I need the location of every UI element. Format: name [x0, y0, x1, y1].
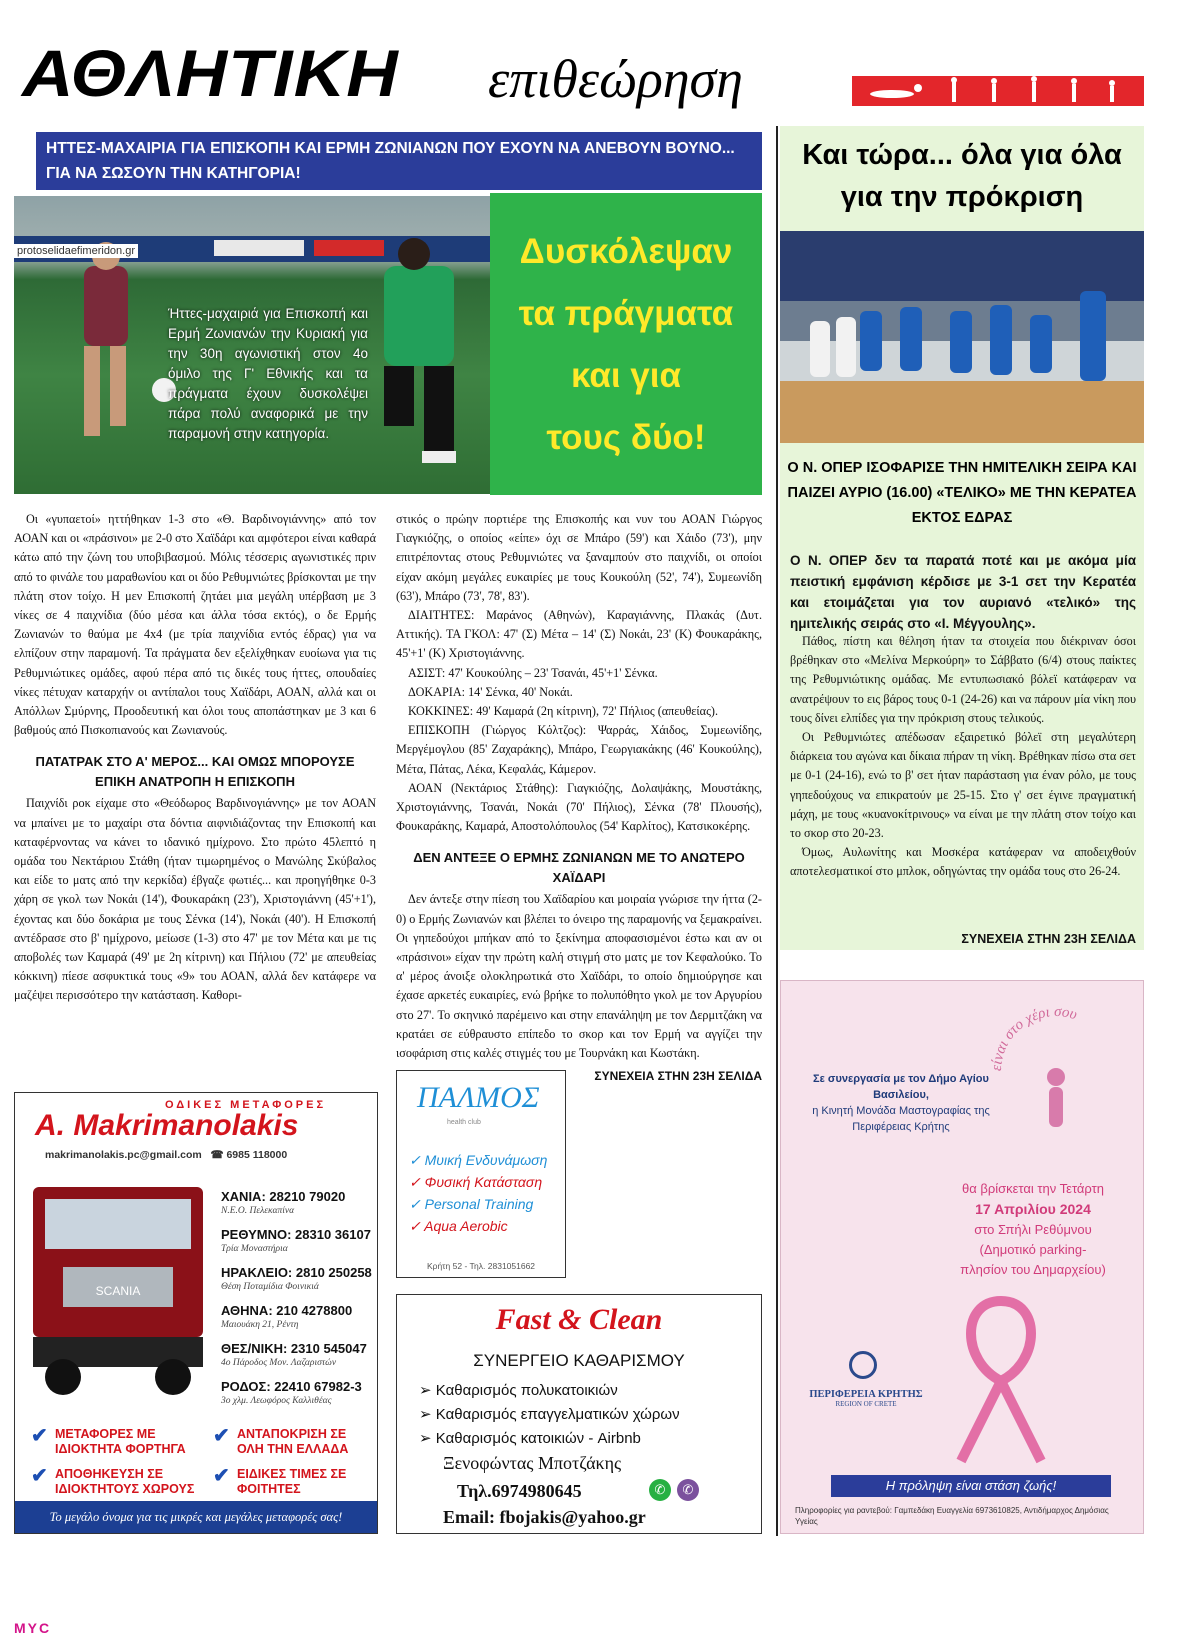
match-referees: ΔΙΑΙΤΗΤΕΣ: Μαράνος (Αθηνών), Καραγιάννης, Πλακάς (Δυτ. Αττικής). ΤΑ ΓΚΟΛ: 47' (Σ) Μέτα – 14' (Σ) Νοκάι, 23' (Κ) Φουκαράκης, 45'+1' (Κ) Χριστογιάννης. [396, 608, 762, 661]
feature-text: ΜΕΤΑΦΟΡΕΣ ΜΕ ΙΔΙΟΚΤΗΤΑ ΦΟΡΤΗΓΑ [55, 1427, 186, 1456]
office-phone: ΑΘΗΝΑ: 210 4278800 [221, 1303, 353, 1318]
lead-story-kicker: ΗΤΤΕΣ-ΜΑΧΑΙΡΙΑ ΓΙΑ ΕΠΙΣΚΟΠΗ ΚΑΙ ΕΡΜΗ ΖΩΝΙΑΝΩΝ ΠΟΥ ΕΧΟΥΝ ΝΑ ΑΝΕΒΟΥΝ ΒΟΥΝΟ... ΓΙΑ ΝΑ ΣΩΣΟΥΝ ΤΗΝ ΚΑΤΗΓΟΡΙΑ! [36, 132, 762, 190]
ad-gym-address: Κρήτη 52 - Τηλ. 2831051662 [426, 1261, 536, 1271]
lead-headline-line: τους δύο! [546, 418, 706, 457]
photo-caption: Ήττες-μαχαιριά για Επισκοπή και Ερμή Ζωνιανών την Κυριακή για την 30η αγωνιστική στον 4ο όμιλο της Γ' Εθνικής και τα πράγματα έχουν δυσκολέψει πάρα πολύ αναφορικά με την παραμονή στην κατηγορία. [168, 306, 368, 441]
partner-intro: Σε συνεργασία με τον Δήμο Αγίου Βασιλείου, [813, 1073, 989, 1101]
ad-mammography-partner [801, 1071, 1001, 1135]
ad-transport-offices [221, 1189, 373, 1417]
ad-cleaning-logo: Fast & Clean [495, 1303, 663, 1336]
region-emblem-icon [849, 1351, 877, 1379]
article-subhead: ΔΕΝ ΑΝΤΕΞΕ Ο ΕΡΜΗΣ ΖΩΝΙΑΝΩΝ ΜΕ ΤΟ ΑΝΩΤΕΡΟ ΧΑΪΔΑΡΙ [413, 850, 745, 886]
list-item: ✓ Aqua Aerobic [409, 1218, 508, 1234]
arc-slogan-text: είναι στο χέρι σου [988, 1003, 1079, 1072]
region-name [801, 1389, 931, 1408]
ad-transport-slogan: Το μεγάλο όνομα για τις μικρές και μεγάλες μεταφορές σας! [15, 1501, 377, 1533]
column-divider [776, 126, 778, 1536]
masthead-sports-banner [852, 76, 1144, 106]
region-name-en: REGION OF CRETE [835, 1400, 897, 1408]
feature-text: ΕΙΔΙΚΕΣ ΤΙΜΕΣ ΣΕ ΦΟΙΤΗΤΕΣ [237, 1467, 347, 1496]
ad-transport-feature [213, 1425, 373, 1457]
whatsapp-icon: ✆ [649, 1479, 671, 1501]
ad-gym-services [409, 1149, 547, 1237]
ad-transport-feature [213, 1465, 373, 1497]
sidebar-headline: Ο Ν. ΟΠΕΡ ΙΣΟΦΑΡΙΣΕ ΤΗΝ ΗΜΙΤΕΛΙΚΗ ΣΕΙΡΑ ΚΑΙ ΠΑΙΖΕΙ ΑΥΡΙΟ (16.00) «ΤΕΛΙΚΟ» ΜΕ ΤΗΝ ΚΕΡΑΤΕΑ ΕΚΤΟΣ ΕΔΡΑΣ [787, 460, 1137, 526]
ad-cleaning [396, 1294, 762, 1534]
sidebar-title-line: Και τώρα... όλα για όλα [802, 139, 1122, 171]
sidebar-lead: Ο Ν. ΟΠΕΡ δεν τα παρατά ποτέ και με ακόμα μία πειστική εμφάνιση κέρδισε με 3-1 σετ την Κερατέα και ετοιμάζεται για τον αυριανό «τελικό» της ημιτελικής σειράς στο «Ι. Μέγγουλης». [790, 553, 1136, 631]
office-phone: ΗΡΑΚΛΕΙΟ: 2810 250258 [221, 1265, 372, 1280]
ad-gym-tag: health club [447, 1119, 481, 1126]
office-address: 4ο Πάροδος Μον. Λαζαριστών [221, 1358, 337, 1368]
list-item: ✓ Μυική Ενδυνάμωση [409, 1152, 548, 1168]
masthead-subtitle: επιθεώρηση [488, 49, 743, 109]
checkmark-icon: ✔ [31, 1465, 48, 1487]
article-paragraph: Δεν άντεξε στην πίεση του Χαϊδαρίου και μοιραία γνώρισε την ήττα (2-0) ο Ερμής Ζωνιανών και βλέπει το όνειρο της παραμονής να ξεμακραίνει. Οι γηπεδούχοι μπήκαν από το ξεκίνημα αποφασισμένοι έστω και αν οι «πράσινοι» είχαν την πρώτη καλή στιγμή στο ματς με τον Κεφαλούκο. Το α' μέρος άνοιξε ολοκληρωτικά στο Χαϊδάρι, το οποίο δημιούργησε και έχασε αρκετές ευκαιρίες, ενώ βρήκε το πολυπόθητο γκολ με τον Αργυρίου στο 27'. Το σκηνικό παρέμεινο και στην επανάληψη με τον Δερμιτζάκη να κρατάει σε εύθραυστο επίπεδο το σκορ και τον Ερμή να αγγίζει την ισοφάριση στις καλές στιγμές του με Τουρνάκη και Κωστάκη. [396, 892, 762, 1061]
sidebar-title-line: για την πρόκριση [840, 181, 1084, 213]
print-color-mark [14, 1620, 51, 1636]
viber-icon: ✆ [677, 1479, 699, 1501]
ad-gym-logo: ΠΑΛΜΟΣ [417, 1081, 540, 1114]
office-address: Τρία Μοναστήρια [221, 1244, 288, 1254]
lead-headline-line: Δυσκόλεψαν [519, 232, 733, 271]
when-line: στο Σπήλι Ρεθύμνου [974, 1222, 1092, 1237]
article-paragraph: Παιχνίδι ροκ είχαμε στο «Θεόδωρος Βαρδινογιάννης» με τον ΑΟΑΝ να μπαίνει με το μαχαίρι στα δόντια αιφνιδιάζοντας την Επισκοπή και καταφέρνοντας να κάνει το ιδανικό ημίχρονο. Στο πρώτο 45λεπτό η ομάδα του Νεκτάριου Στάθη (ήταν τιμωρημένος ο Μανώλης Σκύβαλος και είδε το ματς από την κερκίδα) έβγαζε φωτιές... και προηγήθηκε 0-3 χάρη σε γκολ των Νοκάι (14'), Φουκαράκη (23'), Χριστογιάννη (45'+1'), έχοντας και δύο δοκάρια με τους Σένκα (14'), Νοκάι (40'). Η Επισκοπή αντέδρασε στο β' ημίχρονο, μείωσε (1-3) στο 47' με τον Μέτα και με τις αποβολές των Καμαρά (49' με 2η κίτρινη) και Πήλιου (72' με απευθείας κόκκινη) πίεσε ασφυκτικά τους «9» του ΑΟΑΝ, αλλά δεν κατάφερε να μαζέψει περισσότερο την κατάσταση. Καθορι- [14, 796, 376, 1003]
lead-headline-line: τα πράγματα [518, 294, 734, 333]
ad-cleaning-person: Ξενοφώντας Μποτζάκης [443, 1453, 622, 1473]
office-address: Ν.Ε.Ο. Πελεκαπίνα [221, 1206, 295, 1216]
office-phone: ΧΑΝΙΑ: 28210 79020 [221, 1189, 346, 1204]
list-item: ✓ Φυσική Κατάσταση [409, 1174, 543, 1190]
office-phone: ΡΕΘΥΜΝΟ: 28310 36107 [221, 1227, 371, 1242]
arc-slogan [981, 991, 1131, 1141]
ad-mammography-info: Πληροφορίες για ραντεβού: Γαμπεδάκη Ευαγγελία 6973610825, Αντιδήμαρχος Δημόσιας Υγείας [795, 1506, 1109, 1526]
ad-cleaning-email: Email: fbojakis@yahoo.gr [443, 1507, 646, 1527]
sidebar-body [790, 632, 1136, 882]
list-item: ➢ Καθαρισμός επαγγελματικών χώρων [419, 1403, 680, 1427]
ad-cleaning-phone: Τηλ.6974980645 [457, 1481, 582, 1501]
pink-ribbon-icon [941, 1291, 1061, 1471]
feature-text: ΑΝΤΑΠΟΚΡΙΣΗ ΣΕ ΟΛΗ ΤΗΝ ΕΛΛΑΔΑ [237, 1427, 349, 1456]
region-name-gr: ΠΕΡΙΦΕΡΕΙΑ ΚΡΗΤΗΣ [809, 1389, 923, 1400]
ad-transport-feature [31, 1465, 215, 1497]
ad-transport-logo: A. Makrimanolakis [35, 1109, 299, 1142]
ad-transport-contact: makrimanolakis.pc@gmail.com ☎ 6985 118000 [45, 1149, 288, 1161]
office-address: 3ο χλμ. Λεωφόρος Καλλιθέας [221, 1396, 332, 1406]
feature-text: ΑΠΟΘΗΚΕΥΣΗ ΣΕ ΙΔΙΟΚΤΗΤΟΥΣ ΧΩΡΟΥΣ [55, 1467, 195, 1496]
checkmark-icon: ✔ [213, 1425, 230, 1447]
ad-mammography-slogan: Η πρόληψη είναι στάση ζωής! [831, 1475, 1111, 1497]
continued-note: ΣΥΝΕΧΕΙΑ ΣΤΗΝ 23Η ΣΕΛΙΔΑ [594, 1069, 762, 1084]
office-phone: ΡΟΔΟΣ: 22410 67982-3 [221, 1379, 362, 1394]
list-item: ✓ Personal Training [409, 1196, 534, 1212]
when-line: θα βρίσκεται την Τετάρτη [962, 1181, 1104, 1196]
when-line: πλησίον του Δημαρχείου) [960, 1262, 1106, 1277]
volleyball-photo [780, 231, 1144, 443]
when-date: 17 Απριλίου 2024 [975, 1201, 1091, 1217]
article-column-2 [396, 510, 762, 1086]
lead-headline-box [490, 193, 762, 495]
ad-cleaning-services [419, 1379, 680, 1451]
ad-mammography [780, 980, 1144, 1534]
article-paragraph: στικός ο πρώην πορτιέρε της Επισκοπής και νυν του ΑΟΑΝ Γιώργος Γιαγκιόζης, ο οποίος «είπε» όχι σε Μπάρο (59') και Χάιδο (73'), μην επιτρέποντας στους Ρεθυμνιώτες να ξαναμπούν στο παιχνίδι, οι οποίοι είχαν ακόμη μεγάλες ευκαιρίες με τους Κουκούλη (52', 74'), Συμεωνίδη (63'), Μπάρο (73', 78', 83'). [396, 512, 762, 603]
checkmark-icon: ✔ [31, 1425, 48, 1447]
svg-text:είναι στο χέρι σου [989, 1004, 1079, 1071]
when-line: (Δημοτικό parking- [979, 1242, 1087, 1257]
sidebar-paragraph: Οι Ρεθυμνιώτες απέδωσαν εξαιρετικό βόλεϊ στη μεγαλύτερη διάρκεια του αγώνα και δίκαια πήραν τη νίκη. Βρέθηκαν πίσω στα σετ με 0-1 (24-16), ενώ το β' σετ ήταν παράσταση για έναν ρόλο, με τους γηπεδούχους να επικρατούν με 25-15. Στο γ' σετ έγινε πραγματική μάχη, με τους «κυανοκίτρινους» να είναι με την πλάτη στον τοίχο και το σκορ στο 20-23. [790, 730, 1136, 841]
ad-gym [396, 1070, 566, 1278]
match-red-cards: ΚΟΚΚΙΝΕΣ: 49' Καμαρά (2η κίτρινη), 72' Πήλιος (απευθείας). [408, 704, 718, 719]
lead-headline-line: και για [570, 356, 682, 395]
athletes-silhouette-icon [852, 76, 1144, 106]
source-watermark: protoselidaefimeridon.gr [14, 244, 138, 258]
lineup-episkopi: ΕΠΙΣΚΟΠΗ (Γιώργος Κόλτζος): Ψαρράς, Χάιδος, Συμεωνίδης, Μεργέμογλου (85' Ζαχαράκης), Μπάρο, Γεωργιακάκης (46' Κουκούλης), Μέτα, Πάτας, Λέκα, Κεφαλάς, Κάμερον. [396, 723, 762, 776]
truck-icon [23, 1177, 213, 1407]
article-subhead: ΠΑΤΑΤΡΑΚ ΣΤΟ Α' ΜΕΡΟΣ... ΚΑΙ ΟΜΩΣ ΜΠΟΡΟΥΣΕ ΕΠΙΚΗ ΑΝΑΤΡΟΠΗ Η ΕΠΙΣΚΟΠΗ [35, 754, 355, 790]
list-item: ➢ Καθαρισμός πολυκατοικιών [419, 1379, 680, 1403]
office-address: Μαιουάκη 21, Ρέντη [221, 1320, 299, 1330]
ad-cleaning-subtitle: ΣΥΝΕΡΓΕΙΟ ΚΑΘΑΡΙΣΜΟΥ [473, 1351, 685, 1370]
sidebar-title [780, 134, 1144, 218]
sidebar-continued-note: ΣΥΝΕΧΕΙΑ ΣΤΗΝ 23Η ΣΕΛΙΔΑ [961, 932, 1136, 946]
ad-transport-kicker: ΟΔΙΚΕΣ ΜΕΤΑΦΟΡΕΣ [165, 1099, 327, 1111]
mobile-text: 6985 118000 [226, 1149, 288, 1161]
ad-transport-feature [31, 1425, 195, 1457]
sidebar-paragraph: Όμως, Αυλωνίτης και Μοσκέρα κατάφεραν να αποδειχθούν αποτελεσματικοί στο μπλοκ, οδηγώντας την ομάδα τους στο 26-24. [790, 845, 1136, 879]
ad-mammography-when [933, 1179, 1133, 1280]
svg-text:SCANIA: SCANIA [95, 1284, 141, 1298]
print-mark-text: MYC [14, 1620, 52, 1636]
office-phone: ΘΕΣ/ΝΙΚΗ: 2310 545047 [221, 1341, 367, 1356]
partner-rest: η Κινητή Μονάδα Μαστογραφίας της Περιφέρειας Κρήτης [812, 1105, 990, 1133]
lineup-aoan: ΑΟΑΝ (Νεκτάριος Στάθης): Γιαγκιόζης, Δολαψάκης, Μουστάκης, Χριστογιάννης, Τσανάι, Νοκάι (70' Πήλιος), Σένκα (78' Πλουσής), Φουκαράκης, Καμαρά, Αποστολόπουλος (54' Καρλίτος), Κατσικοκέρης. [396, 780, 762, 834]
match-posts: ΔΟΚΑΡΙΑ: 14' Σένκα, 40' Νοκάι. [408, 684, 573, 699]
ad-transport [14, 1092, 378, 1534]
office-address: Θέση Ποταμίδια Φοινικιά [221, 1282, 319, 1292]
article-column-1 [14, 510, 376, 1006]
checkmark-icon: ✔ [213, 1465, 230, 1487]
article-paragraph: Οι «γυπαετοί» ηττήθηκαν 1-3 στο «Θ. Βαρδινογιάννης» από τον ΑΟΑΝ και οι «πράσινοι» με 2-0 στο Χαϊδάρι και αμφότεροι είναι καθαρά κάτω από την ζώνη του υποβιβασμού. Μόλις τέσσερις αγωνιστικές πριν από το φινάλε του μαραθωνίου και οι δύο Ρεθυμνιώτες βρίσκονται με την πλάτη στον τοίχο. Η μεν Επισκοπή ζητάει μια μεγάλη υπέρβαση με 3 νίκες σε 4 παιχνίδια (δύο μέσα και άλλα τόσα εκτός), ο δε Ερμής Ζωνιανών το θαύμα με 4x4 (με τρία παιχνίδια εντός έδρας) για να ελπίζουν στην παραμονή. Τα πράγματα δεν εξελίχθηκαν ευοίωνα για τις Ρεθυμνιώτικες ομάδες, αφού πέρα από τις δικές τους ήττες, οπουδαίες νίκες πέτυχαν καταρχήν οι αντίπαλοι τους Χαϊδάρι, ΑΟΑΝ, αλλά και οι Απόλλων Σμύρνης, Προοδευτική και όλοι τους αποπάστηκαν με 3 και 6 βαθμούς από Πισκοπιανούς και Ζωνιανούς. [14, 512, 376, 738]
match-assists: ΑΣΙΣΤ: 47' Κουκούλης – 23' Τσανάι, 45'+1' Σένκα. [408, 665, 658, 680]
list-item: ➢ Καθαρισμός κατοικιών - Airbnb [419, 1427, 680, 1451]
masthead-title: ΑΘΛΗΤΙΚΗ [22, 36, 399, 110]
sidebar-paragraph: Πάθος, πίστη και θέληση ήταν τα στοιχεία που διέκριναν όσοι βρέθηκαν στο «Μελίνα Μερκούρη» το Σάββατο (6/4) στους παίκτες της Ρεθυμνιώτικης ομάδας. Με εντυπωσιακό βόλεϊ κατάφεραν να ανατρέψουν το εις βάρος τους 0-1 (24-26) και να πάρουν μία νίκη που τους δίνει ελπίδες για την πρόκριση στους τελικούς. [790, 634, 1136, 725]
email-text: makrimanolakis.pc@gmail.com [45, 1149, 202, 1161]
